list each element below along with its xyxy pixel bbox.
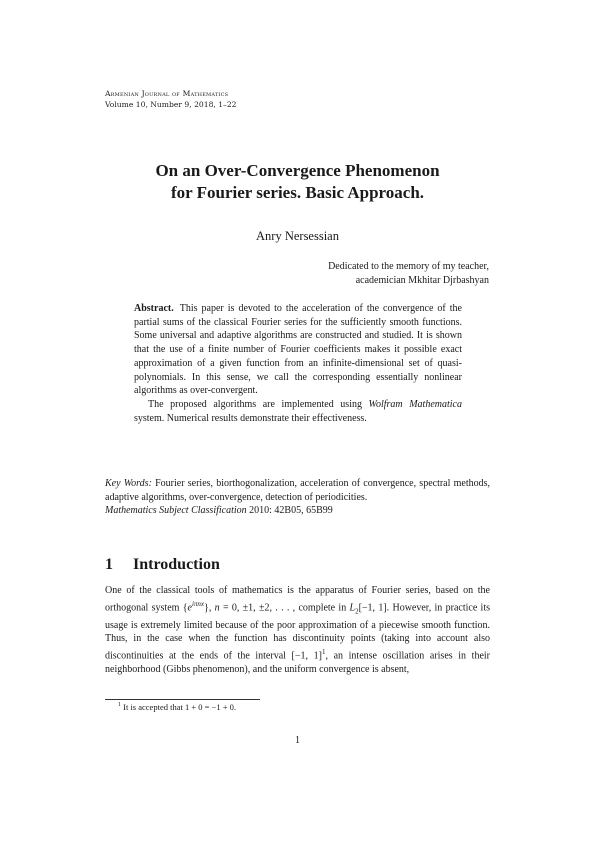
abstract-text-2b: system. Numerical results demonstrate their effectiveness. — [134, 412, 367, 424]
keywords-line — [105, 477, 490, 504]
abstract-paragraph-1 — [134, 302, 462, 398]
dedication — [328, 260, 489, 288]
msc-label: Mathematics Subject Classification — [105, 505, 247, 517]
abstract-paragraph-2 — [134, 398, 462, 425]
title-line-1: On an Over-Convergence Phenomenon — [155, 161, 440, 180]
page-number: 1 — [295, 735, 300, 746]
math-subscript: 2 — [355, 607, 359, 616]
footnote-mark: 1 — [118, 702, 121, 709]
footnote-ref: 1 — [321, 648, 326, 657]
keywords-block — [105, 477, 490, 518]
keywords-text: Fourier series, biorthogonalization, acceleration of convergence, spectral methods, adaptive algorithms, over-convergence, detection of periodicities. — [105, 478, 490, 503]
dedication-line-2: academician Mkhitar Djrbashyan — [355, 275, 489, 286]
intro-text-4: [−1, 1]. However, in practice its usage is extremely limited because of the poor approximation of a piecewise smooth function. Thus, in the case when the function has discontinuity points (taking into account also discontinuities at the ends of the interval [−1, 1] — [105, 602, 491, 662]
abstract-software-name: Wolfram Mathematica — [368, 398, 462, 410]
keywords-label: Key Words: — [105, 478, 152, 489]
math-L: L — [349, 602, 356, 614]
msc-line — [105, 504, 490, 518]
footnote-rule — [105, 699, 260, 700]
footnote-text: It is accepted that 1 + 0 = −1 + 0. — [123, 702, 237, 712]
intro-paragraph — [105, 584, 490, 677]
intro-text — [105, 584, 490, 677]
dedication-line-1: Dedicated to the memory of my teacher, — [328, 261, 489, 272]
section-number: 1 — [105, 556, 113, 573]
abstract — [134, 302, 462, 425]
journal-volume: Volume 10, Number 9, 2018, 1–22 — [105, 100, 237, 109]
intro-text-5: , an intense oscillation arises in their neighborhood (Gibbs phenomenon), and the uniform convergence is absent, — [105, 650, 491, 676]
abstract-text-1: This paper is devoted to the acceleration of the convergence of the partial sums of the classical Fourier series for the sufficiently smooth functions. Some universal and adaptive algorithms are constructed and studied. It is shown that the use of a finite number of Fourier coefficients makes it possible exact approximation of a given function from an infinite-dimensional set of quasi-polynomials. In this sense, we call the corresponding essentially nonlinear algorithms as over-convergent. — [134, 303, 462, 397]
title-line-2: for Fourier series. Basic Approach. — [170, 183, 425, 202]
math-exponent: iπnx — [191, 599, 205, 608]
footnote — [118, 702, 236, 712]
math-e: e — [187, 602, 192, 614]
journal-header — [105, 88, 237, 110]
section-heading — [105, 556, 220, 574]
paper-title — [100, 160, 495, 204]
author-name: Anry Nersessian — [256, 229, 339, 243]
intro-text-1: One of the classical tools of mathematics is the apparatus of Fourier series, based on the orthogonal system { — [105, 585, 490, 614]
msc-text: 2010: 42B05, 65B99 — [249, 505, 333, 517]
intro-text-2: }, — [204, 602, 215, 614]
journal-name: Armenian Journal of Mathematics — [105, 89, 229, 98]
abstract-text-2a: The proposed algorithms are implemented using — [148, 398, 369, 410]
section-title: Introduction — [133, 556, 220, 573]
math-n: n — [214, 602, 220, 614]
abstract-label: Abstract. — [134, 303, 174, 314]
intro-text-3: = 0, ±1, ±2, . . . , complete in — [219, 602, 350, 614]
